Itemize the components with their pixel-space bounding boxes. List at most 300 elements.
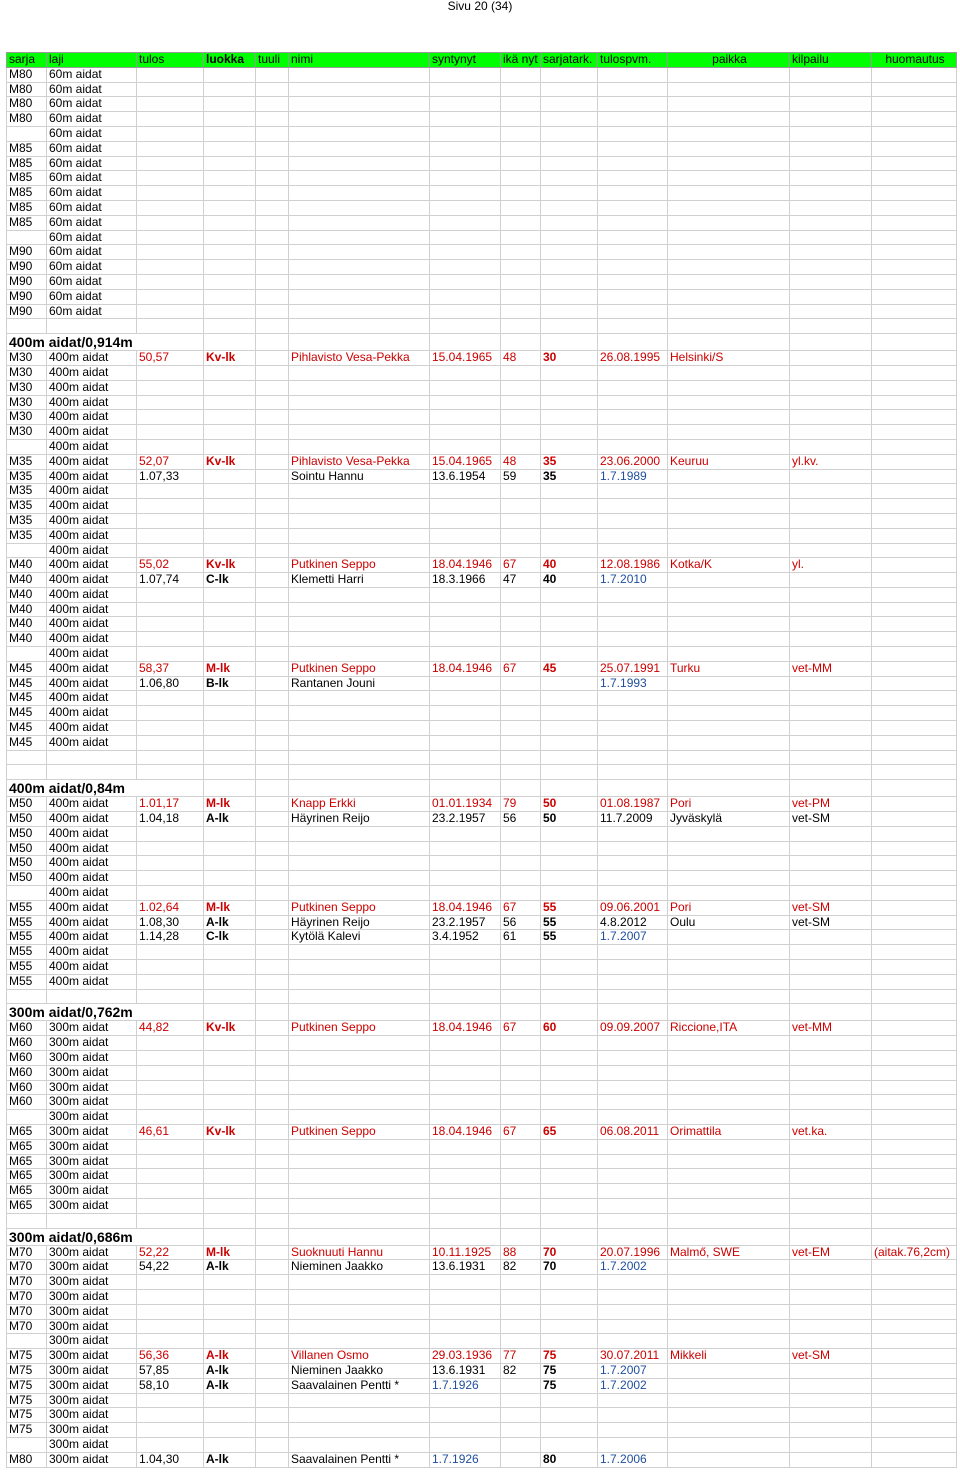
- cell-sarjatark: [541, 1110, 598, 1125]
- cell-nimi: [289, 82, 430, 97]
- cell-tulos: [137, 543, 204, 558]
- table-row: [7, 126, 957, 141]
- table-row: [7, 484, 957, 499]
- cell-tulospvm: [598, 691, 668, 706]
- table-row: [7, 97, 957, 112]
- cell-tuuli: [256, 1289, 289, 1304]
- cell-huomautus: [872, 1154, 957, 1169]
- cell-laji: 60m aidat: [47, 274, 137, 289]
- cell-ika-nyt: 82: [501, 1363, 541, 1378]
- cell-tulospvm: [598, 410, 668, 425]
- cell-huomautus: [872, 484, 957, 499]
- cell-tulospvm: [598, 856, 668, 871]
- cell-sarjatark: 35: [541, 469, 598, 484]
- cell-syntynyt: [430, 425, 501, 440]
- cell-tulospvm: [598, 260, 668, 275]
- cell-kilpailu: [790, 886, 872, 901]
- cell-sarja: M45: [7, 676, 47, 691]
- table-cell: [872, 1228, 957, 1245]
- cell-tulos: [137, 245, 204, 260]
- table-cell: [872, 765, 957, 780]
- table-row: [7, 1036, 957, 1051]
- cell-syntynyt: [430, 499, 501, 514]
- cell-tulospvm: [598, 513, 668, 528]
- cell-tulospvm: 1.7.2006: [598, 1452, 668, 1467]
- table-cell: [541, 334, 598, 351]
- cell-tulospvm: [598, 380, 668, 395]
- cell-tuuli: [256, 826, 289, 841]
- cell-tuuli: [256, 82, 289, 97]
- cell-tulospvm: [598, 826, 668, 841]
- cell-tulospvm: [598, 1393, 668, 1408]
- cell-paikka: [668, 469, 790, 484]
- table-row: [7, 200, 957, 215]
- cell-sarjatark: [541, 156, 598, 171]
- cell-nimi: [289, 721, 430, 736]
- cell-kilpailu: [790, 274, 872, 289]
- cell-nimi: [289, 1169, 430, 1184]
- cell-ika-nyt: [501, 230, 541, 245]
- cell-luokka: B-lk: [204, 676, 256, 691]
- cell-sarjatark: [541, 1289, 598, 1304]
- cell-laji: 400m aidat: [47, 841, 137, 856]
- cell-sarjatark: [541, 245, 598, 260]
- cell-nimi: [289, 1408, 430, 1423]
- cell-huomautus: [872, 826, 957, 841]
- section-heading-row: [7, 780, 957, 797]
- cell-tulospvm: [598, 886, 668, 901]
- table-row: [7, 543, 957, 558]
- table-cell: [289, 1004, 430, 1021]
- cell-luokka: [204, 112, 256, 127]
- cell-kilpailu: [790, 200, 872, 215]
- cell-paikka: [668, 1423, 790, 1438]
- cell-luokka: M-lk: [204, 1245, 256, 1260]
- cell-tuuli: [256, 1110, 289, 1125]
- cell-sarjatark: [541, 886, 598, 901]
- table-row: [7, 826, 957, 841]
- cell-laji: 60m aidat: [47, 112, 137, 127]
- cell-sarja: M70: [7, 1275, 47, 1290]
- table-row: [7, 499, 957, 514]
- cell-luokka: [204, 245, 256, 260]
- cell-luokka: [204, 706, 256, 721]
- cell-tuuli: [256, 484, 289, 499]
- cell-paikka: [668, 1260, 790, 1275]
- cell-sarjatark: 75: [541, 1378, 598, 1393]
- cell-sarja: M30: [7, 425, 47, 440]
- cell-sarjatark: [541, 200, 598, 215]
- cell-sarja: M70: [7, 1289, 47, 1304]
- cell-sarjatark: [541, 171, 598, 186]
- cell-paikka: [668, 141, 790, 156]
- cell-nimi: [289, 1437, 430, 1452]
- table-cell: [289, 334, 430, 351]
- cell-tulospvm: [598, 1095, 668, 1110]
- cell-laji: 300m aidat: [47, 1319, 137, 1334]
- table-row: [7, 945, 957, 960]
- cell-tuuli: [256, 573, 289, 588]
- cell-syntynyt: [430, 1095, 501, 1110]
- cell-ika-nyt: [501, 425, 541, 440]
- cell-tulos: [137, 960, 204, 975]
- table-cell: [256, 989, 289, 1004]
- cell-sarja: M50: [7, 797, 47, 812]
- cell-paikka: [668, 260, 790, 275]
- table-cell: [598, 1004, 668, 1021]
- cell-nimi: [289, 1080, 430, 1095]
- cell-tuuli: [256, 1051, 289, 1066]
- cell-syntynyt: 18.04.1946: [430, 1124, 501, 1139]
- cell-tuuli: [256, 274, 289, 289]
- table-cell: [7, 1213, 47, 1228]
- cell-ika-nyt: [501, 1065, 541, 1080]
- cell-tuuli: [256, 454, 289, 469]
- cell-paikka: [668, 200, 790, 215]
- cell-kilpailu: [790, 1452, 872, 1467]
- cell-huomautus: [872, 661, 957, 676]
- cell-kilpailu: [790, 841, 872, 856]
- cell-tulos: [137, 826, 204, 841]
- cell-tulospvm: [598, 1334, 668, 1349]
- cell-ika-nyt: [501, 513, 541, 528]
- cell-sarja: M60: [7, 1051, 47, 1066]
- cell-huomautus: [872, 1437, 957, 1452]
- cell-tulos: [137, 1334, 204, 1349]
- table-cell: [790, 1213, 872, 1228]
- cell-sarjatark: [541, 230, 598, 245]
- column-header-kilpailu: kilpailu: [790, 53, 872, 68]
- cell-tulos: 1.02,64: [137, 900, 204, 915]
- cell-nimi: [289, 67, 430, 82]
- cell-tulos: [137, 439, 204, 454]
- cell-huomautus: [872, 1139, 957, 1154]
- cell-sarja: M50: [7, 812, 47, 827]
- cell-sarja: M80: [7, 97, 47, 112]
- cell-ika-nyt: [501, 97, 541, 112]
- cell-syntynyt: 3.4.1952: [430, 930, 501, 945]
- cell-syntynyt: [430, 1198, 501, 1213]
- cell-kilpailu: [790, 82, 872, 97]
- cell-ika-nyt: [501, 126, 541, 141]
- cell-syntynyt: [430, 543, 501, 558]
- table-row: [7, 469, 957, 484]
- cell-laji: 300m aidat: [47, 1260, 137, 1275]
- cell-tulos: 1.04,18: [137, 812, 204, 827]
- table-cell: [598, 750, 668, 765]
- cell-laji: 400m aidat: [47, 915, 137, 930]
- cell-kilpailu: [790, 1036, 872, 1051]
- table-row: [7, 351, 957, 366]
- cell-ika-nyt: [501, 1437, 541, 1452]
- cell-tulos: [137, 528, 204, 543]
- cell-ika-nyt: [501, 380, 541, 395]
- cell-nimi: [289, 112, 430, 127]
- cell-kilpailu: [790, 215, 872, 230]
- cell-kilpailu: vet-PM: [790, 797, 872, 812]
- cell-tulos: [137, 1139, 204, 1154]
- cell-sarja: M45: [7, 706, 47, 721]
- cell-nimi: [289, 141, 430, 156]
- cell-tulos: [137, 395, 204, 410]
- cell-paikka: [668, 856, 790, 871]
- cell-ika-nyt: [501, 156, 541, 171]
- cell-tulospvm: [598, 721, 668, 736]
- cell-syntynyt: [430, 1275, 501, 1290]
- cell-nimi: Häyrinen Reijo: [289, 812, 430, 827]
- cell-nimi: [289, 974, 430, 989]
- cell-laji: 60m aidat: [47, 260, 137, 275]
- cell-syntynyt: 13.6.1931: [430, 1260, 501, 1275]
- table-cell: [501, 1228, 541, 1245]
- table-cell: [7, 765, 47, 780]
- cell-tuuli: [256, 647, 289, 662]
- cell-luokka: A-lk: [204, 1260, 256, 1275]
- results-table: [6, 52, 957, 1468]
- cell-tulospvm: 01.08.1987: [598, 797, 668, 812]
- cell-luokka: [204, 735, 256, 750]
- cell-sarja: M65: [7, 1184, 47, 1199]
- cell-laji: 300m aidat: [47, 1408, 137, 1423]
- cell-tulospvm: [598, 82, 668, 97]
- table-row: [7, 289, 957, 304]
- cell-sarjatark: [541, 871, 598, 886]
- cell-luokka: [204, 425, 256, 440]
- cell-tuuli: [256, 930, 289, 945]
- cell-paikka: Helsinki/S: [668, 351, 790, 366]
- cell-paikka: [668, 1289, 790, 1304]
- cell-ika-nyt: 48: [501, 454, 541, 469]
- cell-tulos: [137, 1169, 204, 1184]
- cell-tuuli: [256, 1363, 289, 1378]
- cell-kilpailu: [790, 945, 872, 960]
- cell-kilpailu: [790, 513, 872, 528]
- cell-huomautus: [872, 274, 957, 289]
- cell-tulospvm: [598, 1110, 668, 1125]
- cell-huomautus: [872, 1124, 957, 1139]
- cell-laji: 60m aidat: [47, 215, 137, 230]
- table-cell: [430, 1004, 501, 1021]
- table-cell: [501, 765, 541, 780]
- cell-sarja: M65: [7, 1139, 47, 1154]
- cell-sarja: M90: [7, 274, 47, 289]
- cell-laji: 300m aidat: [47, 1095, 137, 1110]
- cell-nimi: Klemetti Harri: [289, 573, 430, 588]
- cell-huomautus: [872, 1110, 957, 1125]
- cell-luokka: [204, 1110, 256, 1125]
- cell-sarja: M45: [7, 661, 47, 676]
- cell-paikka: [668, 632, 790, 647]
- cell-nimi: [289, 230, 430, 245]
- cell-syntynyt: 1.7.1926: [430, 1378, 501, 1393]
- cell-huomautus: [872, 573, 957, 588]
- cell-paikka: [668, 543, 790, 558]
- cell-laji: 300m aidat: [47, 1423, 137, 1438]
- cell-tulospvm: 1.7.2002: [598, 1378, 668, 1393]
- cell-luokka: [204, 647, 256, 662]
- cell-laji: 400m aidat: [47, 871, 137, 886]
- cell-tulos: 1.07,74: [137, 573, 204, 588]
- cell-huomautus: [872, 1198, 957, 1213]
- cell-luokka: Kv-lk: [204, 558, 256, 573]
- cell-sarjatark: [541, 1169, 598, 1184]
- cell-ika-nyt: 67: [501, 900, 541, 915]
- cell-tuuli: [256, 528, 289, 543]
- cell-sarjatark: [541, 499, 598, 514]
- cell-nimi: [289, 1304, 430, 1319]
- cell-sarjatark: [541, 410, 598, 425]
- cell-tuuli: [256, 1065, 289, 1080]
- cell-nimi: [289, 126, 430, 141]
- cell-laji: 400m aidat: [47, 856, 137, 871]
- cell-tulos: [137, 1275, 204, 1290]
- cell-tuuli: [256, 1169, 289, 1184]
- cell-tuuli: [256, 706, 289, 721]
- cell-tulos: [137, 1408, 204, 1423]
- cell-kilpailu: yl.kv.: [790, 454, 872, 469]
- cell-huomautus: [872, 886, 957, 901]
- cell-huomautus: [872, 945, 957, 960]
- cell-laji: 300m aidat: [47, 1139, 137, 1154]
- cell-laji: 300m aidat: [47, 1124, 137, 1139]
- cell-huomautus: [872, 112, 957, 127]
- cell-syntynyt: 18.04.1946: [430, 1021, 501, 1036]
- column-header-tuuli: tuuli: [256, 53, 289, 68]
- cell-paikka: [668, 691, 790, 706]
- cell-nimi: [289, 513, 430, 528]
- cell-tulos: [137, 721, 204, 736]
- cell-laji: 300m aidat: [47, 1065, 137, 1080]
- cell-syntynyt: [430, 289, 501, 304]
- cell-tulos: [137, 871, 204, 886]
- cell-ika-nyt: [501, 706, 541, 721]
- cell-syntynyt: [430, 126, 501, 141]
- cell-laji: 400m aidat: [47, 617, 137, 632]
- cell-tulos: [137, 380, 204, 395]
- cell-huomautus: [872, 1363, 957, 1378]
- cell-luokka: [204, 499, 256, 514]
- cell-paikka: [668, 1304, 790, 1319]
- cell-sarjatark: [541, 304, 598, 319]
- cell-luokka: Kv-lk: [204, 1124, 256, 1139]
- cell-tuuli: [256, 900, 289, 915]
- cell-nimi: [289, 826, 430, 841]
- cell-ika-nyt: [501, 676, 541, 691]
- cell-syntynyt: [430, 1319, 501, 1334]
- cell-tulos: 1.14,28: [137, 930, 204, 945]
- cell-tuuli: [256, 304, 289, 319]
- cell-tulos: [137, 410, 204, 425]
- cell-paikka: Pori: [668, 797, 790, 812]
- cell-sarjatark: [541, 1184, 598, 1199]
- cell-tulos: [137, 215, 204, 230]
- table-cell: [204, 1004, 256, 1021]
- cell-tuuli: [256, 602, 289, 617]
- cell-kilpailu: [790, 528, 872, 543]
- cell-luokka: A-lk: [204, 1363, 256, 1378]
- cell-tulos: [137, 1423, 204, 1438]
- cell-kilpailu: [790, 245, 872, 260]
- cell-tuuli: [256, 380, 289, 395]
- cell-ika-nyt: [501, 67, 541, 82]
- table-cell: [501, 319, 541, 334]
- cell-luokka: [204, 186, 256, 201]
- cell-tuuli: [256, 841, 289, 856]
- cell-tulos: [137, 186, 204, 201]
- cell-laji: 400m aidat: [47, 676, 137, 691]
- empty-row: [7, 989, 957, 1004]
- cell-kilpailu: [790, 1393, 872, 1408]
- cell-tuuli: [256, 1260, 289, 1275]
- cell-tulospvm: [598, 200, 668, 215]
- cell-ika-nyt: [501, 260, 541, 275]
- table-row: [7, 1139, 957, 1154]
- cell-syntynyt: [430, 67, 501, 82]
- cell-tuuli: [256, 1437, 289, 1452]
- cell-kilpailu: [790, 141, 872, 156]
- table-cell: [541, 780, 598, 797]
- cell-nimi: [289, 856, 430, 871]
- table-row: [7, 735, 957, 750]
- cell-paikka: [668, 1051, 790, 1066]
- cell-ika-nyt: [501, 1110, 541, 1125]
- cell-nimi: [289, 1095, 430, 1110]
- cell-syntynyt: [430, 1423, 501, 1438]
- cell-tulospvm: [598, 1275, 668, 1290]
- cell-tulos: [137, 945, 204, 960]
- cell-laji: 300m aidat: [47, 1437, 137, 1452]
- cell-syntynyt: [430, 706, 501, 721]
- cell-tulospvm: [598, 1198, 668, 1213]
- cell-huomautus: [872, 960, 957, 975]
- cell-nimi: Villanen Osmo: [289, 1349, 430, 1364]
- table-row: [7, 410, 957, 425]
- table-cell: [137, 1213, 204, 1228]
- table-cell: [289, 989, 430, 1004]
- table-cell: [501, 1004, 541, 1021]
- cell-sarjatark: [541, 1437, 598, 1452]
- cell-huomautus: [872, 304, 957, 319]
- cell-luokka: [204, 230, 256, 245]
- table-cell: [668, 1228, 790, 1245]
- cell-tulos: [137, 1051, 204, 1066]
- cell-tulos: [137, 706, 204, 721]
- cell-kilpailu: [790, 587, 872, 602]
- cell-kilpailu: [790, 960, 872, 975]
- cell-tulospvm: [598, 960, 668, 975]
- cell-syntynyt: [430, 945, 501, 960]
- cell-sarja: M85: [7, 200, 47, 215]
- cell-huomautus: [872, 215, 957, 230]
- table-cell: [7, 750, 47, 765]
- cell-paikka: [668, 1080, 790, 1095]
- cell-tuuli: [256, 97, 289, 112]
- cell-tulospvm: 1.7.2007: [598, 1363, 668, 1378]
- cell-paikka: [668, 945, 790, 960]
- cell-sarjatark: [541, 826, 598, 841]
- table-row: [7, 661, 957, 676]
- table-cell: [668, 989, 790, 1004]
- cell-huomautus: [872, 841, 957, 856]
- cell-nimi: Putkinen Seppo: [289, 1021, 430, 1036]
- table-row: [7, 1452, 957, 1467]
- cell-kilpailu: [790, 112, 872, 127]
- cell-kilpailu: [790, 97, 872, 112]
- cell-kilpailu: [790, 1334, 872, 1349]
- cell-huomautus: [872, 915, 957, 930]
- cell-nimi: [289, 617, 430, 632]
- table-cell: [541, 989, 598, 1004]
